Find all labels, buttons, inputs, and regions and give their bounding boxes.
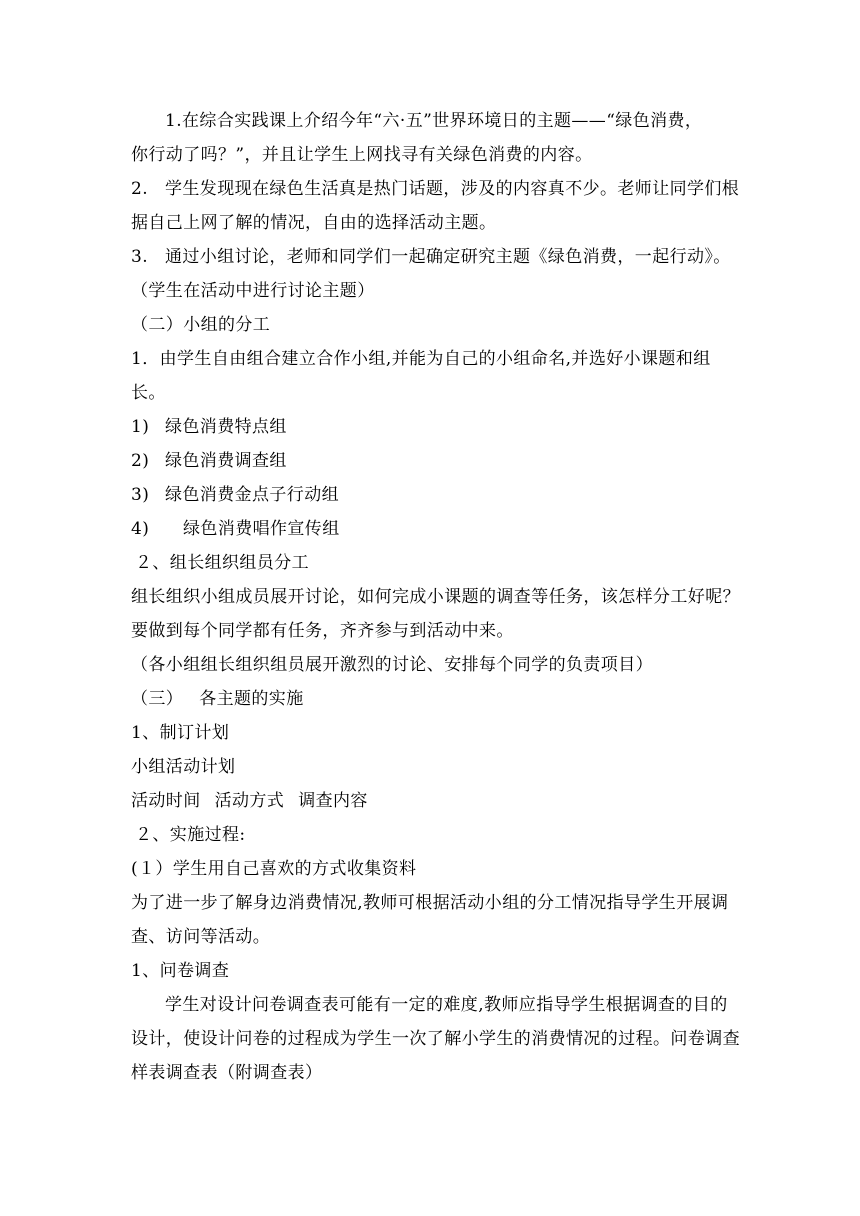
subsection-heading: ２、组长组织组员分工	[135, 553, 309, 573]
list-item	[131, 512, 743, 546]
item-number: 3)	[131, 485, 150, 505]
paragraph-line: 要做到每个同学都有任务，齐齐参与到活动中来。	[131, 621, 514, 641]
subsection-heading: 1、问卷调查	[131, 961, 230, 981]
paragraph-line: (１）学生用自己喜欢的方式收集资料	[131, 859, 417, 879]
subsection-heading: 1、制订计划	[131, 723, 230, 743]
item-text: 学生发现现在绿色生活真是热门话题，涉及的内容真不少。老师让同学们根	[165, 179, 740, 199]
paragraph-line: （各小组组长组织组员展开激烈的讨论、安排每个同学的负责项目）	[131, 655, 653, 675]
paragraph-line: 据自己上网了解的情况，自由的选择活动主题。	[131, 213, 497, 233]
list-item	[131, 478, 743, 512]
paragraph-line: 1.在综合实践课上介绍今年“六·五”世界环境日的主题——“绿色消费，	[165, 111, 703, 131]
item-text: 通过小组讨论，老师和同学们一起确定研究主题《绿色消费，一起行动》。	[165, 247, 731, 267]
section-number: （三）	[131, 689, 184, 709]
item-text: 绿色消费特点组	[165, 417, 287, 437]
paragraph-line: 你行动了吗？”，并且让学生上网找寻有关绿色消费的内容。	[131, 145, 593, 165]
paragraph-line: （学生在活动中进行讨论主题）	[131, 281, 375, 301]
paragraph-line: 1．由学生自由组合建立合作小组,并能为自己的小组命名,并选好小课题和组	[131, 349, 711, 369]
item-number: 2)	[131, 451, 150, 471]
paragraph-line: 长。	[131, 383, 166, 403]
paragraph-line: 查、访问等活动。	[131, 927, 271, 947]
numbered-item	[131, 172, 743, 206]
item-text: 绿色消费唱作宣传组	[183, 519, 340, 539]
item-number: 2.	[131, 179, 149, 199]
item-text: 绿色消费金点子行动组	[165, 485, 339, 505]
item-number: 3.	[131, 247, 149, 267]
item-number: 1)	[131, 417, 150, 437]
list-item	[131, 410, 743, 444]
column-survey-content: 调查内容	[298, 791, 368, 811]
section-heading	[131, 682, 743, 716]
paragraph-line: 小组活动计划	[131, 757, 236, 777]
plan-columns	[131, 784, 743, 818]
paragraph-line: 设计，使设计问卷的过程成为学生一次了解小学生的消费情况的过程。问卷调查	[131, 1029, 740, 1049]
paragraph-line: 样表调查表（附调查表）	[131, 1063, 323, 1083]
numbered-item	[131, 240, 743, 274]
section-heading: （二）小组的分工	[131, 315, 271, 335]
item-number: 4)	[131, 519, 150, 539]
list-item	[131, 444, 743, 478]
subsection-heading: ２、实施过程:	[135, 825, 246, 845]
paragraph-line: 学生对设计问卷调查表可能有一定的难度,教师应指导学生根据调查的目的	[165, 995, 728, 1015]
document-body	[131, 104, 743, 1090]
section-title: 各主题的实施	[199, 689, 304, 709]
item-text: 绿色消费调查组	[165, 451, 287, 471]
paragraph-line: 组长组织小组成员展开讨论，如何完成小课题的调查等任务，该怎样分工好呢？	[131, 587, 740, 607]
column-activity-time: 活动时间	[131, 791, 201, 811]
column-activity-method: 活动方式	[214, 791, 285, 811]
paragraph-line: 为了进一步了解身边消费情况,教师可根据活动小组的分工情况指导学生开展调	[131, 893, 729, 913]
